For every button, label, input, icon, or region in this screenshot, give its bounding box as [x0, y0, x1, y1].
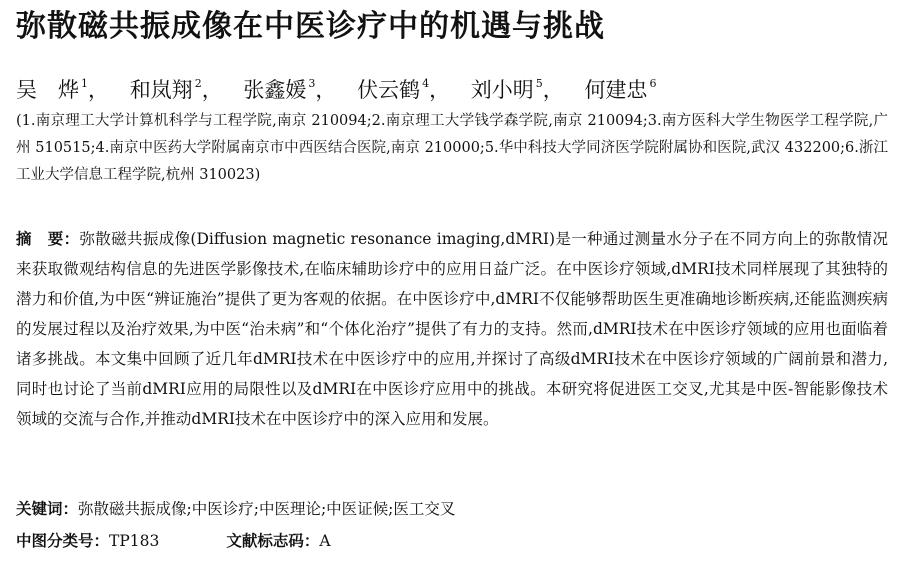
author-affil-marker: 3 [308, 77, 316, 90]
keywords [16, 494, 888, 524]
abstract-text: 弥散磁共振成像(Diffusion magnetic resonance imaging,dMRI)是一种通过测量水分子在不同方向上的弥散情况来获取微观结构信息的先进医学影像技术,在临床辅助诊疗中的应用日益广泛。在中医诊疗领域,dMRI技术同样展现了其独特的潜力和价值,为中医“辨证施治”提供了更为客观的依据。在中医诊疗中,dMRI不仅能够帮助医生更准确地诊断疾病,还能监测疾病的发展过程以及治疗效果,为中医“治未病”和“个体化治疗”提供了有力的支持。然而,dMRI技术在中医诊疗领域的应用也面临着诸多挑战。本文集中回顾了近几年dMRI技术在中医诊疗中的应用,并探讨了高级dMRI技术在中医诊疗领域的广阔前景和潜力,同时也讨论了当前dMRI应用的局限性以及dMRI在中医诊疗应用中的挑战。本研究将促进医工交叉,尤其是中医-智能影像技术领域的交流与合作,并推动dMRI技术在中医诊疗中的深入应用和发展。 [16, 230, 888, 428]
author-separator: ， [315, 78, 337, 102]
author-name: 伏云鹤 [357, 78, 421, 102]
clc-number [16, 532, 159, 550]
paper-title: 弥散磁共振成像在中医诊疗中的机遇与挑战 [16, 9, 605, 44]
author-separator: ， [88, 78, 109, 102]
author-name: 何建忠 [584, 78, 648, 102]
abstract-label: 摘 要： [16, 230, 80, 248]
document-code-label: 文献标志码： [226, 532, 320, 550]
author-3 [243, 78, 315, 102]
author-affil-marker: 1 [81, 77, 88, 90]
author-6 [584, 78, 656, 102]
abstract [16, 224, 888, 434]
author-4 [357, 78, 429, 102]
author-affil-marker: 2 [194, 77, 202, 90]
author-list [16, 70, 888, 106]
author-affil-marker: 4 [422, 77, 430, 90]
author-name: 吴 烨 [16, 78, 79, 102]
keywords-text: 弥散磁共振成像;中医诊疗;中医理论;中医证候;医工交叉 [78, 500, 456, 518]
keywords-label: 关键词： [16, 500, 79, 518]
author-name: 刘小明 [470, 78, 534, 102]
author-affil-marker: 5 [535, 77, 543, 90]
author-1 [16, 78, 88, 102]
author-separator: ， [542, 78, 564, 102]
author-2 [130, 78, 202, 102]
author-name: 和岚翔 [129, 78, 193, 102]
document-code-value: A [319, 532, 331, 550]
clc-label: 中图分类号： [16, 532, 110, 550]
author-separator: ， [429, 78, 451, 102]
author-5 [471, 78, 543, 102]
affiliations: (1.南京理工大学计算机科学与工程学院,南京 210094;2.南京理工大学钱学森学院,南京 210094;3.南方医科大学生物医学工程学院,广州 510515;4.南京中医药大学附属南京市中西医结合医院,南京 210000;5.华中科技大学同济医学院附属协和医院,武汉 432200;6.浙江工业大学信息工程学院,杭州 310023) [16, 113, 888, 183]
classification-line [16, 526, 888, 556]
clc-value: TP183 [109, 532, 160, 550]
author-name: 张鑫媛 [243, 78, 307, 102]
author-affil-marker: 6 [649, 77, 657, 90]
document-code [226, 526, 330, 556]
author-separator: ， [201, 78, 223, 102]
